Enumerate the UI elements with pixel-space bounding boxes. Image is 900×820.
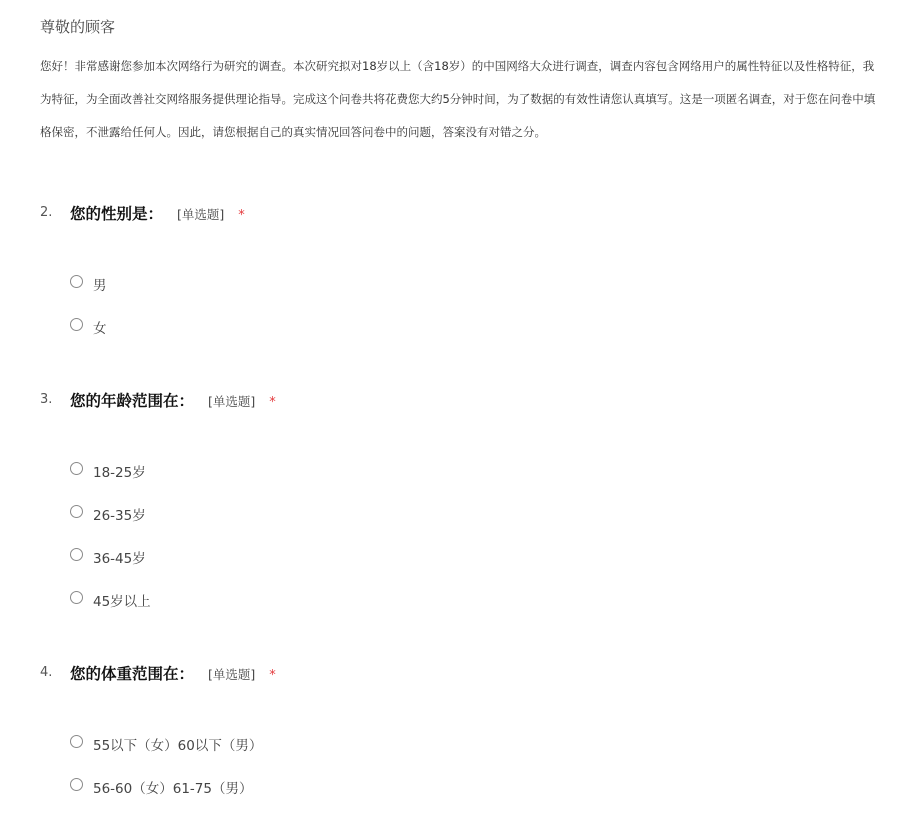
question-title-text: 您的年龄范围在：: [70, 392, 195, 410]
option-label[interactable]: 26-35岁: [93, 508, 146, 524]
option-label[interactable]: 56-60（女）61-75（男）: [93, 781, 253, 797]
question-header: [40, 662, 900, 686]
question-number: 3.: [40, 392, 53, 407]
question-title: [70, 202, 245, 224]
required-marker: *: [269, 668, 276, 683]
question-gender: [40, 202, 900, 337]
option-label[interactable]: 45岁以上: [93, 594, 151, 610]
question-title-text: 您的体重范围在：: [70, 665, 195, 683]
radio-circle-icon[interactable]: [70, 462, 83, 475]
question-type-tag: [单选题]: [208, 667, 256, 682]
radio-circle-icon[interactable]: [70, 505, 83, 518]
option-label[interactable]: 男: [93, 278, 107, 294]
question-title-text: 您的性别是：: [70, 205, 164, 223]
question-title: [70, 389, 276, 411]
radio-circle-icon[interactable]: [70, 318, 83, 331]
question-number: 4.: [40, 665, 53, 680]
question-title: [70, 662, 276, 684]
required-marker: *: [269, 395, 276, 410]
radio-circle-icon[interactable]: [70, 778, 83, 791]
question-weight: [40, 662, 900, 797]
question-header: [40, 202, 900, 226]
question-header: [40, 389, 900, 413]
question-type-tag: [单选题]: [177, 207, 225, 222]
intro-paragraph: [40, 55, 900, 154]
option-label[interactable]: 18-25岁: [93, 465, 146, 481]
option-label[interactable]: 女: [93, 321, 107, 337]
option-label[interactable]: 36-45岁: [93, 551, 146, 567]
intro-line: 格保密，不泄露给任何人。因此，请您根据自己的真实情况回答问卷中的问题，答案没有对错之分。: [40, 125, 546, 139]
question-type-tag: [单选题]: [208, 394, 256, 409]
question-age: [40, 389, 900, 610]
option-label[interactable]: 55以下（女）60以下（男）: [93, 738, 263, 754]
intro-line: 为特征，为全面改善社交网络服务提供理论指导。完成这个问卷共将花费您大约5分钟时间，为了数据的有效性请您认真填写。这是一项匿名调查，对于您在问卷中填: [40, 92, 876, 106]
question-number: 2.: [40, 205, 53, 220]
radio-circle-icon[interactable]: [70, 275, 83, 288]
intro-line: 您好！非常感谢您参加本次网络行为研究的调查。本次研究拟对18岁以上（含18岁）的中国网络大众进行调查，调查内容包含网络用户的属性特征以及性格特征，我: [40, 59, 875, 73]
greeting-heading: 尊敬的顾客: [40, 18, 116, 36]
required-marker: *: [238, 208, 245, 223]
radio-circle-icon[interactable]: [70, 735, 83, 748]
radio-circle-icon[interactable]: [70, 591, 83, 604]
radio-circle-icon[interactable]: [70, 548, 83, 561]
